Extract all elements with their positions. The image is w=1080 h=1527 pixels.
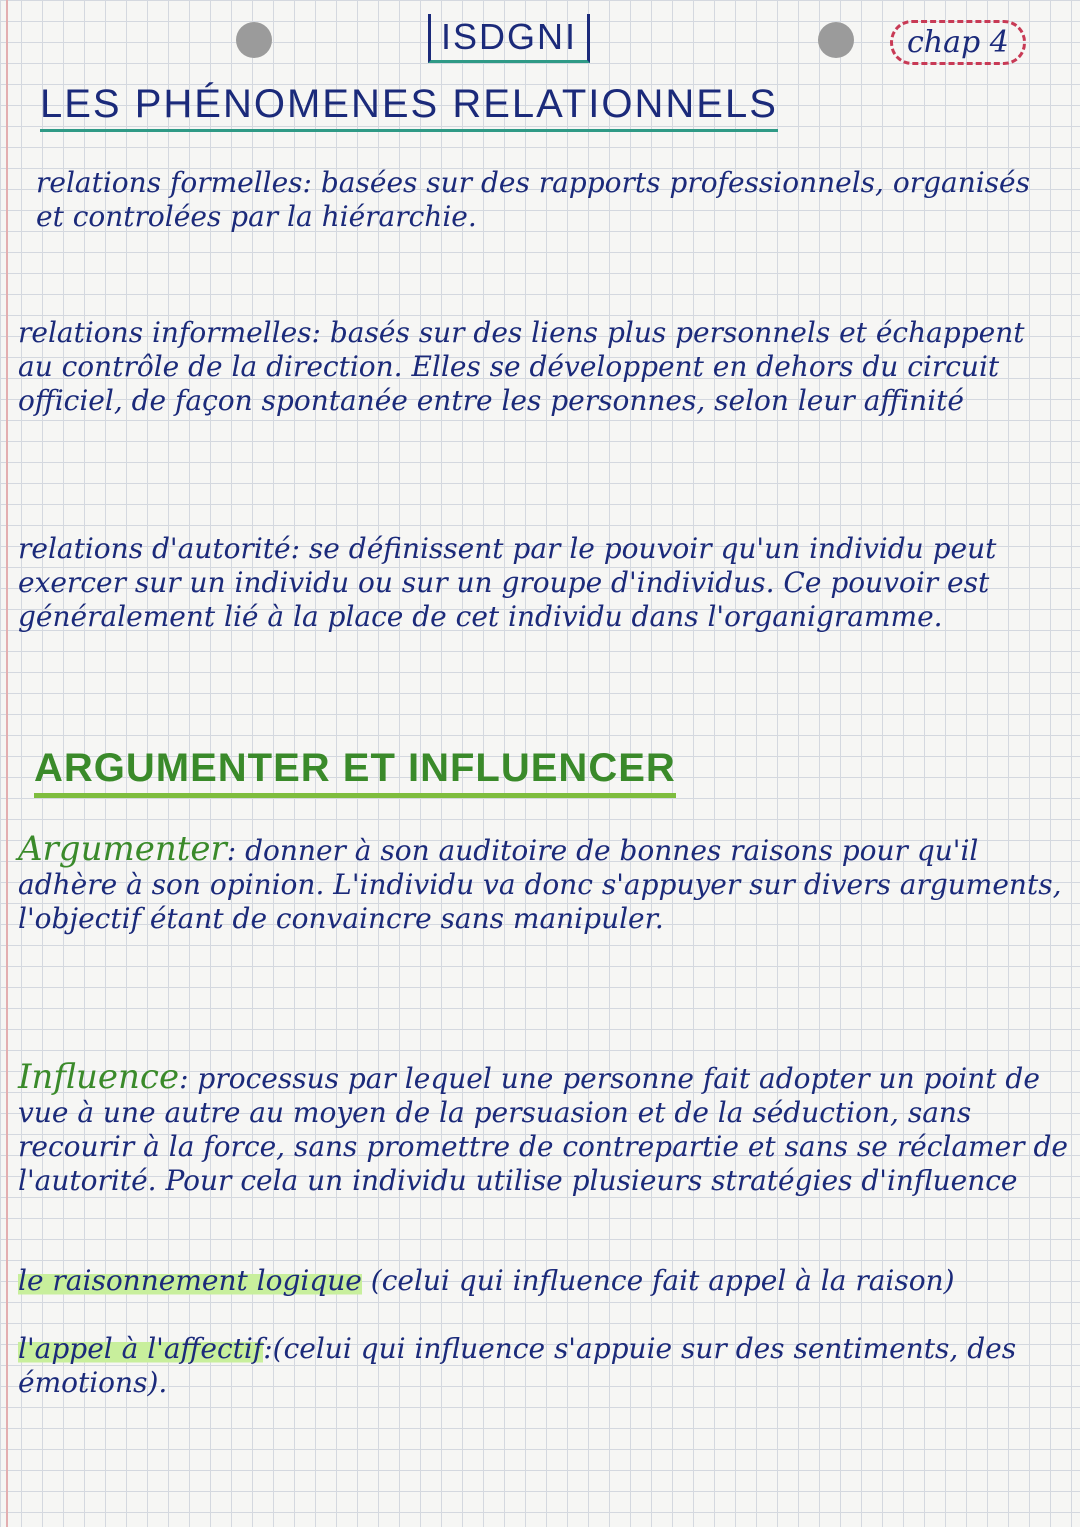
strategy-emotional-appeal-text: :(celui qui influence s'appuie sur des sentiments, des émotions). (18, 1332, 1017, 1399)
strategy-logical-reasoning (18, 1264, 1068, 1298)
definition-authority-relations: : se définissent par le pouvoir qu'un individu peut exercer sur un individu ou sur un groupe d'individus. Ce pouvoir est généralement lié à la place de cet individu dans l'organigramme. (18, 532, 997, 633)
strategy-logical-reasoning-text: (celui qui influence fait appel à la raison) (370, 1264, 955, 1297)
highlight-emotional-appeal: l'appel à l'affectif (18, 1332, 264, 1365)
paragraph-formal-relations (36, 166, 1036, 234)
chapter-badge: chap 4 (890, 20, 1026, 65)
punch-hole (818, 22, 854, 58)
paragraph-argumenter (18, 829, 1068, 936)
definition-argumenter: : donner à son auditoire de bonnes raisons pour qu'il adhère à son opinion. L'individu va donc s'appuyer sur divers arguments, l'objectif étant de convaincre sans manipuler. (18, 834, 1062, 935)
highlight-logical-reasoning: le raisonnement logique (18, 1264, 362, 1297)
term-argumenter: Argumenter (18, 829, 227, 869)
paragraph-authority-relations (18, 532, 1068, 634)
term-influence: Influence (18, 1057, 180, 1097)
definition-formal-relations: : basées sur des rapports professionnels, organisés et controlées par la hiérarchie. (36, 166, 1030, 233)
page-title: LES PHÉNOMENES RELATIONNELS (40, 82, 778, 132)
strategy-emotional-appeal (18, 1332, 1068, 1400)
paragraph-influence (18, 1057, 1068, 1198)
term-authority-relations: relations d'autorité (18, 532, 291, 565)
term-formal-relations: relations formelles (36, 166, 303, 199)
definition-informal-relations: : basés sur des liens plus personnels et échappent au contrôle de la direction. Elles se développent en dehors du circuit officiel, de façon spontanée entre les personnes, selon leur affinité (18, 316, 1025, 417)
section-title: ARGUMENTER ET INFLUENCER (34, 746, 676, 798)
margin-line (6, 0, 8, 1527)
term-informal-relations: relations informelles (18, 316, 312, 349)
subject-label: ISDGNI (428, 14, 590, 63)
paragraph-informal-relations (18, 316, 1068, 418)
punch-hole (236, 22, 272, 58)
definition-influence: : processus par lequel une personne fait adopter un point de vue à une autre au moyen de la persuasion et de la séduction, sans recourir à la force, sans promettre de contrepartie et sans se réclamer de l'autorité. Pour cela un individu utilise plusieurs stratégies d'influence (18, 1062, 1068, 1197)
